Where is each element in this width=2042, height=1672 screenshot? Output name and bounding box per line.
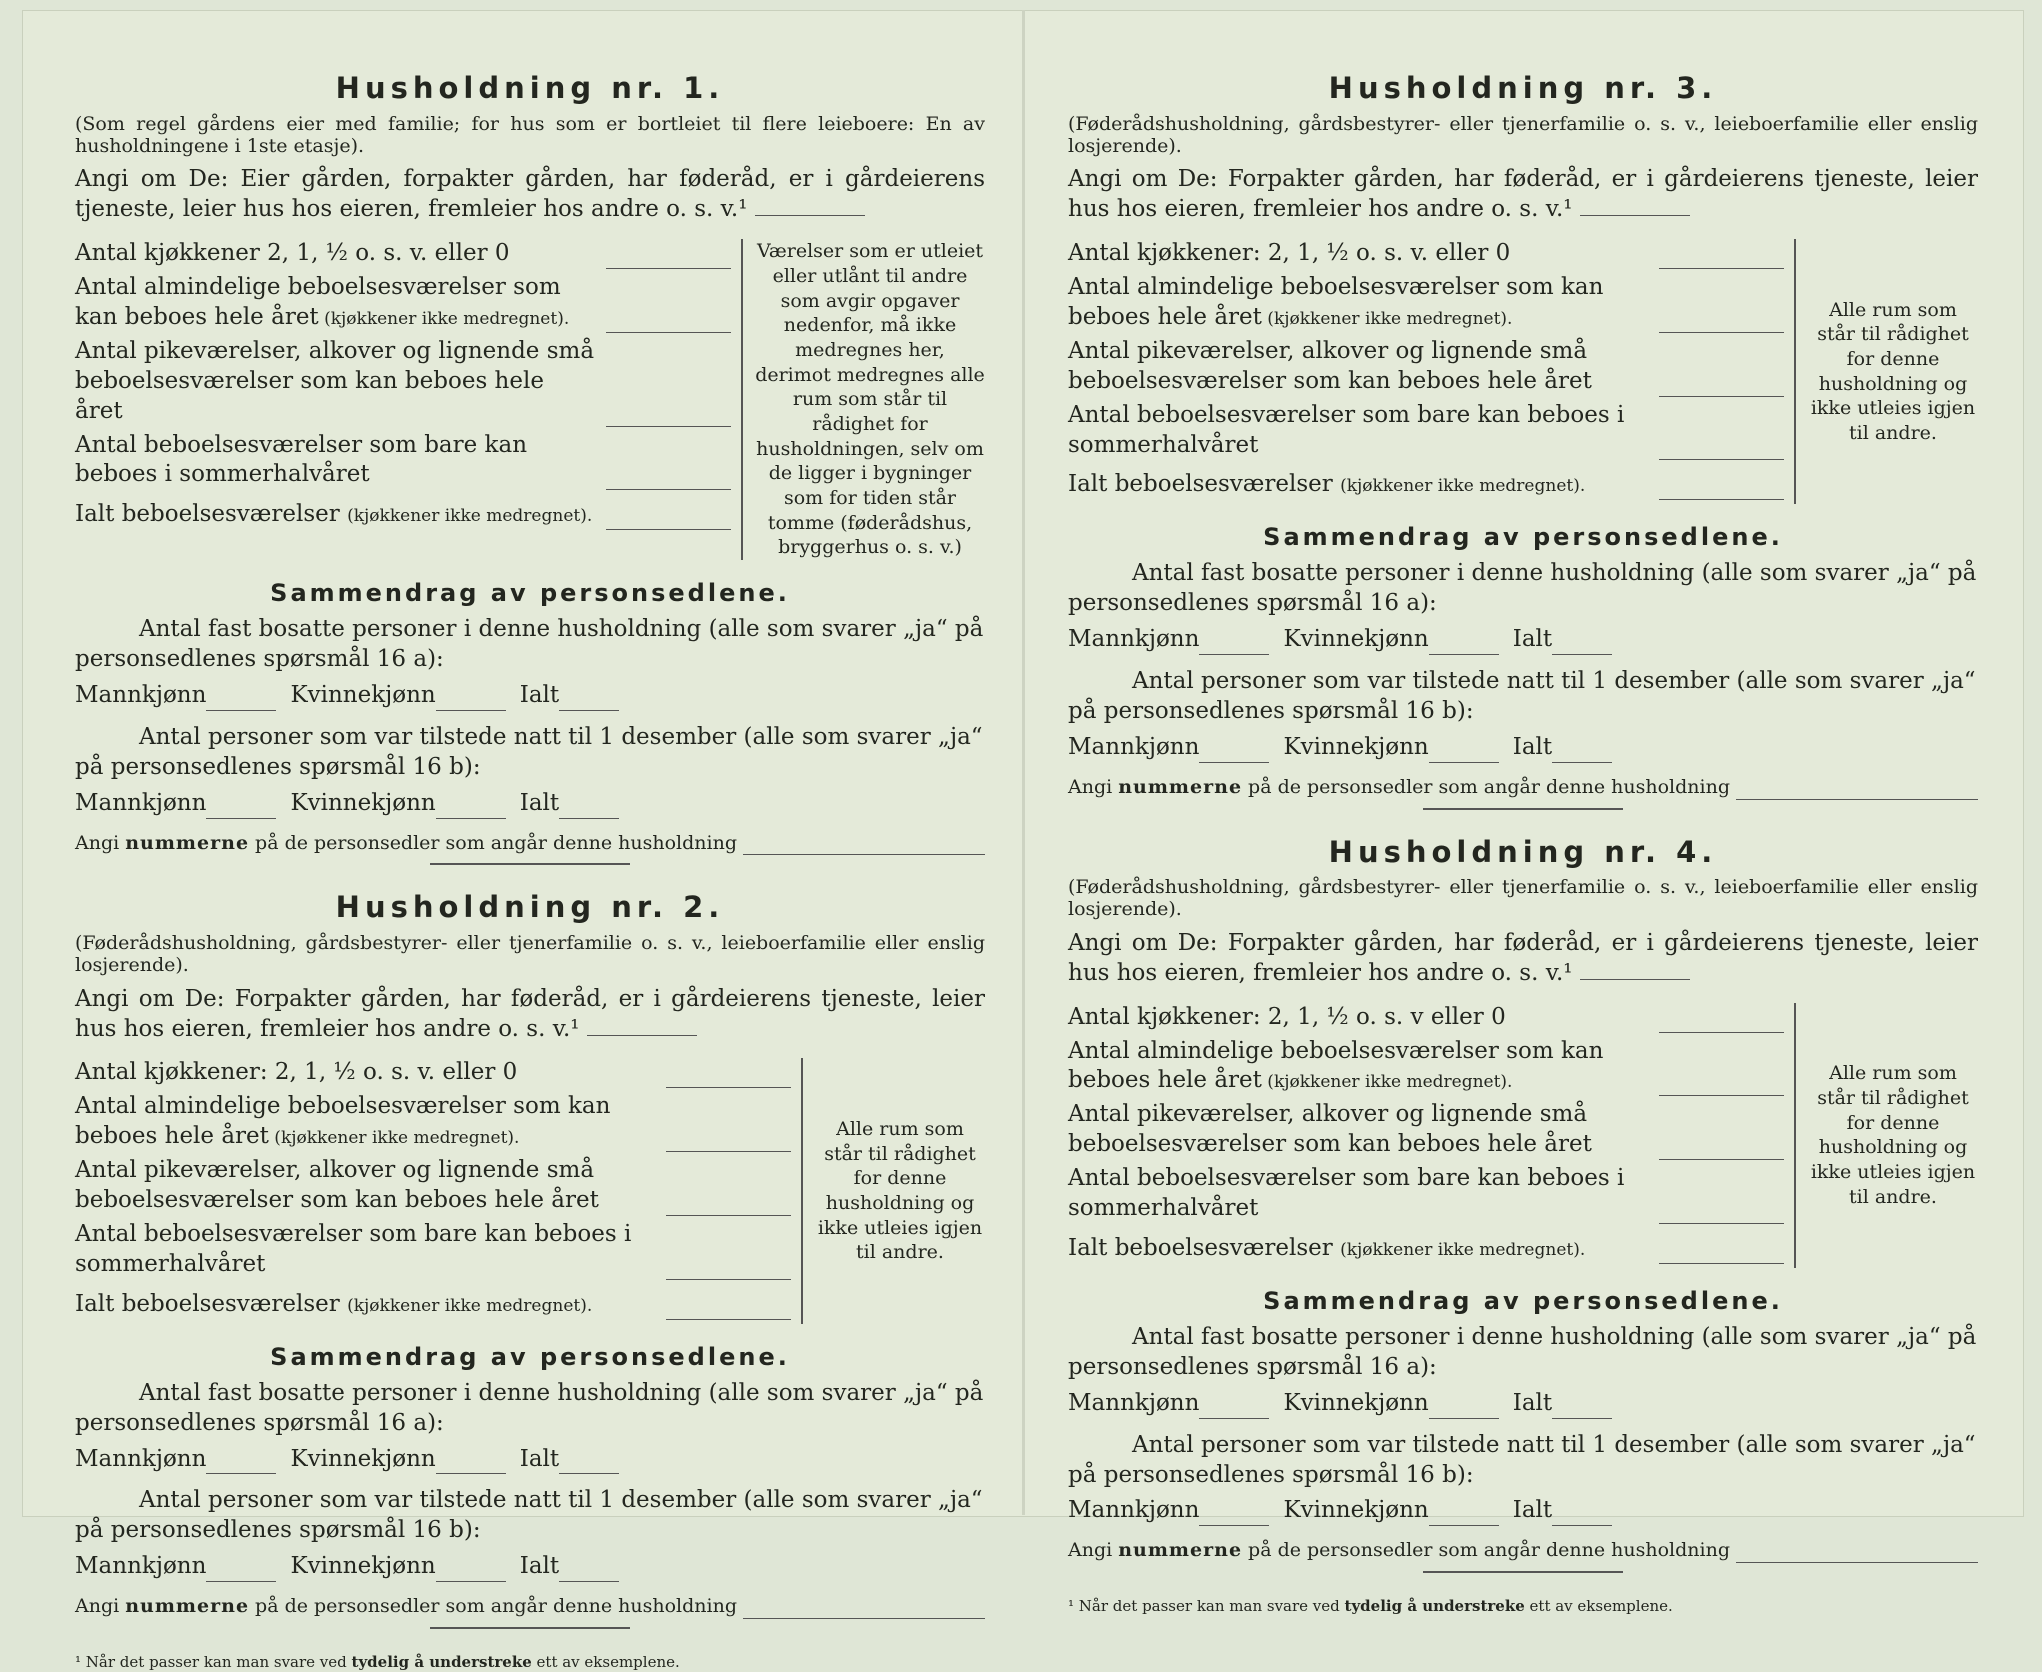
nummerne-line: Angi nummerne på de personsedler som angår denne husholdning <box>1068 775 1978 800</box>
summary-title: Sammendrag av personsedlene. <box>270 579 790 608</box>
household-note: (Føderådshusholdning, gårdsbestyrer- eller tjenerfamilie o. s. v., leieboerfamilie eller enslig losjerende). <box>1068 112 1978 157</box>
male-field[interactable] <box>1199 744 1269 763</box>
footnote <box>75 1653 985 1672</box>
question-ordinary-rooms <box>75 1092 791 1152</box>
footnote-text: ¹ Når det passer kan man svare ved <box>75 1652 352 1671</box>
total-rooms <box>75 500 731 530</box>
summary-b-text: Antal personer som var tilstede natt til 1 desember (alle som svarer „ja“ på personsedlenes spørsmål 16 b): <box>75 723 983 780</box>
total-rooms-label: Ialt beboelsesværelser <box>1068 471 1333 498</box>
total-field[interactable] <box>1552 1400 1612 1419</box>
male-label: Mannkjønn <box>75 1553 207 1580</box>
household-title: Husholdning nr. 4. <box>1328 834 1718 869</box>
side-note: Alle rum som står til rådighet for denne husholdning og ikke utleies igjen til andre. <box>801 1058 985 1323</box>
summary-a-fields <box>1068 625 1978 655</box>
total-rooms-label: Ialt beboelsesværelser <box>1068 1234 1333 1261</box>
total-field[interactable] <box>559 800 619 819</box>
total-label: Ialt <box>519 789 560 816</box>
summary-a-fields <box>1068 1389 1978 1419</box>
female-label: Kvinnekjønn <box>1283 1389 1429 1416</box>
question-text: Antal pikeværelser, alkover og lignende små beboelsesværelser som kan beboes hele året <box>75 1157 599 1214</box>
male-label: Mannkjønn <box>75 789 207 816</box>
male-label: Mannkjønn <box>1068 1389 1200 1416</box>
footnote <box>1068 1597 1978 1617</box>
answer-field[interactable] <box>666 1257 791 1280</box>
household-4 <box>1068 834 1978 1574</box>
nummerne-field[interactable] <box>743 1598 985 1619</box>
total-rooms <box>1068 1234 1784 1264</box>
question-text: Antal almindelige beboelsesværelser som kan beboes hele året <box>1068 1037 1604 1094</box>
rooms-block <box>75 1058 985 1323</box>
right-page <box>1068 70 1978 1617</box>
section-rule <box>430 1627 630 1629</box>
household-note: (Føderådshusholdning, gårdsbestyrer- eller tjenerfamilie o. s. v., leieboerfamilie eller enslig losjerende). <box>75 932 985 976</box>
total-rooms-sub: (kjøkkener ikke medregnet). <box>1340 1239 1586 1260</box>
question-text: Antal pikeværelser, alkover og lignende små beboelsesværelser som kan beboes hele året <box>1068 337 1592 394</box>
female-label: Kvinnekjønn <box>1283 626 1429 653</box>
question-summer-rooms <box>1068 1164 1784 1224</box>
rooms-questions <box>1068 1003 1784 1268</box>
total-label: Ialt <box>1512 626 1553 653</box>
question-ordinary-rooms <box>1068 1037 1784 1097</box>
question-text: Antal kjøkkener 2, 1, ½ o. s. v. eller 0 <box>75 240 510 267</box>
summary-b-text: Antal personer som var tilstede natt til 1 desember (alle som svarer „ja“ på personsedlenes spørsmål 16 b): <box>1068 1431 1976 1488</box>
nummerne-field[interactable] <box>1736 1542 1978 1563</box>
total-field[interactable] <box>1552 636 1612 655</box>
question-small-rooms <box>1068 1100 1784 1160</box>
side-note: Alle rum som står til rådighet for denne husholdning og ikke utleies igjen til andre. <box>1794 239 1978 504</box>
footnote-text-end: ett av eksemplene. <box>531 1652 680 1671</box>
side-note: Værelser som er utleiet eller utlånt til andre som avgir opgaver nedenfor, må ikke medregnes her, derimot medregnes alle rum som står til rådighet for husholdningen, selv om de ligger i bygninger som for tiden står tomme (føderådshus, bryggerhus o. s. v.) <box>741 239 985 560</box>
answer-field[interactable] <box>666 1065 791 1088</box>
household-title: Husholdning nr. 1. <box>335 71 725 105</box>
question-kitchens <box>75 1058 791 1088</box>
household-note: (Føderådshusholdning, gårdsbestyrer- eller tjenerfamilie o. s. v., leieboerfamilie eller enslig losjerende). <box>1068 876 1978 921</box>
male-label: Mannkjønn <box>1068 1497 1200 1524</box>
household-3 <box>1068 70 1978 810</box>
question-summer-rooms <box>75 1220 791 1280</box>
angi-om-de: Angi om De: Forpakter gården, har føderåd, er i gårdeierens tjeneste, leier hus hos eieren, fremleier hos andre o. s. v.¹ <box>75 985 985 1042</box>
female-label: Kvinnekjønn <box>290 1445 436 1472</box>
answer-field[interactable] <box>606 404 731 427</box>
rooms-block <box>1068 239 1978 504</box>
question-ordinary-rooms <box>75 273 731 333</box>
total-rooms-sub: (kjøkkener ikke medregnet). <box>347 1295 593 1316</box>
question-small-rooms <box>1068 337 1784 397</box>
total-rooms-sub: (kjøkkener ikke medregnet). <box>1340 476 1586 497</box>
angi-answer-line[interactable] <box>1580 215 1690 216</box>
summary-a-text: Antal fast bosatte personer i denne husholdning (alle som svarer „ja“ på personsedlenes spørsmål 16 a): <box>75 616 984 673</box>
male-field[interactable] <box>206 1455 276 1474</box>
question-text: Antal almindelige beboelsesværelser som kan beboes hele året <box>75 1093 611 1150</box>
answer-field[interactable] <box>666 1129 791 1152</box>
question-text: Antal beboelsesværelser som bare kan beboes i sommerhalvåret <box>75 1220 632 1277</box>
left-page <box>75 70 985 1672</box>
total-label: Ialt <box>519 682 560 709</box>
nummerne-field[interactable] <box>1736 779 1978 800</box>
answer-field[interactable] <box>1659 437 1784 460</box>
rooms-questions <box>75 1058 791 1323</box>
summary-a-fields <box>75 681 985 711</box>
question-text: Antal kjøkkener: 2, 1, ½ o. s. v. eller 0 <box>75 1059 518 1086</box>
total-field[interactable] <box>559 1455 619 1474</box>
question-summer-rooms <box>75 431 731 491</box>
male-label: Mannkjønn <box>75 682 207 709</box>
answer-field[interactable] <box>1659 310 1784 333</box>
question-kitchens <box>75 239 731 269</box>
section-rule <box>1423 808 1623 810</box>
female-field[interactable] <box>436 1563 506 1582</box>
total-label: Ialt <box>519 1553 560 1580</box>
summary-title: Sammendrag av personsedlene. <box>1263 1286 1783 1315</box>
summary-b-fields <box>1068 733 1978 763</box>
answer-field[interactable] <box>606 246 731 269</box>
female-field[interactable] <box>1429 1400 1499 1419</box>
question-summer-rooms <box>1068 401 1784 461</box>
summary-a-text: Antal fast bosatte personer i denne husholdning (alle som svarer „ja“ på personsedlenes spørsmål 16 a): <box>75 1379 984 1436</box>
male-label: Mannkjønn <box>75 1445 207 1472</box>
male-field[interactable] <box>1199 636 1269 655</box>
summary-a-text: Antal fast bosatte personer i denne husholdning (alle som svarer „ja“ på personsedlenes spørsmål 16 a): <box>1068 1323 1977 1380</box>
female-field[interactable] <box>436 1455 506 1474</box>
female-label: Kvinnekjønn <box>1283 733 1429 760</box>
question-ordinary-rooms <box>1068 273 1784 333</box>
answer-field[interactable] <box>1659 246 1784 269</box>
question-subtext: (kjøkkener ikke medregnet). <box>1261 308 1513 329</box>
male-field[interactable] <box>206 1563 276 1582</box>
total-field[interactable] <box>559 1563 619 1582</box>
answer-field[interactable] <box>1659 374 1784 397</box>
answer-field[interactable] <box>1659 1201 1784 1224</box>
page-fold <box>1022 10 1025 1515</box>
household-note: (Som regel gårdens eier med familie; for hus som er bortleiet til flere leieboere: En av husholdningene i 1ste etasje). <box>75 112 985 157</box>
summary-a-text: Antal fast bosatte personer i denne husholdning (alle som svarer „ja“ på personsedlenes spørsmål 16 a): <box>1068 560 1977 617</box>
footnote-bold: tydelig å understreke <box>1344 1597 1525 1615</box>
answer-field[interactable] <box>1659 1137 1784 1160</box>
total-rooms-label: Ialt beboelsesværelser <box>75 1290 340 1317</box>
question-subtext: (kjøkkener ikke medregnet). <box>268 1128 520 1149</box>
footnote-text: ¹ Når det passer kan man svare ved <box>1068 1597 1345 1615</box>
question-subtext: (kjøkkener ikke medregnet). <box>1261 1072 1513 1093</box>
male-label: Mannkjønn <box>1068 626 1200 653</box>
rooms-questions <box>1068 239 1784 504</box>
footnote-text-end: ett av eksemplene. <box>1524 1597 1673 1615</box>
question-text: Antal almindelige beboelsesværelser som kan beboes hele året <box>75 274 561 330</box>
summary-a-fields <box>75 1445 985 1475</box>
question-text: Antal beboelsesværelser som bare kan beboes i sommerhalvåret <box>75 431 528 488</box>
total-field[interactable] <box>1552 744 1612 763</box>
female-field[interactable] <box>436 800 506 819</box>
angi-answer-line[interactable] <box>587 1035 697 1036</box>
angi-om-de: Angi om De: Forpakter gården, har føderåd, er i gårdeierens tjeneste, leier hus hos eieren, fremleier hos andre o. s. v.¹ <box>1068 929 1978 986</box>
summary-b-text: Antal personer som var tilstede natt til 1 desember (alle som svarer „ja“ på personsedlenes spørsmål 16 b): <box>1068 668 1976 725</box>
female-field[interactable] <box>1429 744 1499 763</box>
nummerne-line: Angi nummerne på de personsedler som angår denne husholdning <box>75 831 985 856</box>
question-text: Antal kjøkkener: 2, 1, ½ o. s. v. eller 0 <box>1068 240 1511 267</box>
answer-field[interactable] <box>666 1193 791 1216</box>
answer-field[interactable] <box>1659 1073 1784 1096</box>
household-1 <box>75 70 985 865</box>
female-label: Kvinnekjønn <box>290 789 436 816</box>
answer-field[interactable] <box>606 507 731 530</box>
summary-title: Sammendrag av personsedlene. <box>1263 523 1783 552</box>
household-2 <box>75 889 985 1629</box>
question-kitchens <box>1068 239 1784 269</box>
angi-answer-line[interactable] <box>1580 979 1690 980</box>
household-title: Husholdning nr. 2. <box>335 890 725 925</box>
male-field[interactable] <box>206 800 276 819</box>
total-rooms-sub: (kjøkkener ikke medregnet). <box>347 506 593 527</box>
total-rooms <box>1068 470 1784 500</box>
male-field[interactable] <box>206 692 276 711</box>
answer-field[interactable] <box>606 467 731 490</box>
nummerne-line: Angi nummerne på de personsedler som angår denne husholdning <box>75 1594 985 1619</box>
female-label: Kvinnekjønn <box>1283 1497 1429 1524</box>
answer-field[interactable] <box>606 310 731 333</box>
total-rooms <box>75 1290 791 1320</box>
angi-answer-line[interactable] <box>755 215 865 216</box>
summary-title: Sammendrag av personsedlene. <box>270 1342 790 1371</box>
question-text: Antal pikeværelser, alkover og lignende små beboelsesværelser som kan beboes hele året <box>1068 1101 1592 1158</box>
section-rule <box>430 863 630 865</box>
summary-b-text: Antal personer som var tilstede natt til 1 desember (alle som svarer „ja“ på personsedlenes spørsmål 16 b): <box>75 1487 983 1544</box>
male-field[interactable] <box>1199 1507 1269 1526</box>
rooms-block <box>1068 1003 1978 1268</box>
answer-field[interactable] <box>666 1297 791 1320</box>
summary-b-fields <box>1068 1496 1978 1526</box>
question-subtext: (kjøkkener ikke medregnet). <box>318 308 570 329</box>
question-text: Antal almindelige beboelsesværelser som kan beboes hele året <box>1068 274 1604 330</box>
total-label: Ialt <box>519 1445 560 1472</box>
rooms-block <box>75 239 985 560</box>
summary-b-fields <box>75 1552 985 1582</box>
nummerne-field[interactable] <box>743 834 985 855</box>
female-label: Kvinnekjønn <box>290 682 436 709</box>
question-small-rooms <box>75 337 731 427</box>
total-label: Ialt <box>1512 1497 1553 1524</box>
female-field[interactable] <box>1429 636 1499 655</box>
total-rooms-label: Ialt beboelsesværelser <box>75 501 340 528</box>
total-label: Ialt <box>1512 733 1553 760</box>
angi-om-de: Angi om De: Forpakter gården, har føderåd, er i gårdeierens tjeneste, leier hus hos eieren, fremleier hos andre o. s. v.¹ <box>1068 166 1978 223</box>
nummerne-line: Angi nummerne på de personsedler som angår denne husholdning <box>1068 1538 1978 1563</box>
female-field[interactable] <box>1429 1507 1499 1526</box>
question-text: Antal beboelsesværelser som bare kan beboes i sommerhalvåret <box>1068 1165 1625 1221</box>
rooms-questions <box>75 239 731 560</box>
female-label: Kvinnekjønn <box>290 1553 436 1580</box>
summary-b-fields <box>75 789 985 819</box>
total-label: Ialt <box>1512 1389 1553 1416</box>
footnote-bold: tydelig å understreke <box>351 1652 532 1671</box>
section-rule <box>1423 1571 1623 1573</box>
answer-field[interactable] <box>1659 1241 1784 1264</box>
answer-field[interactable] <box>1659 477 1784 500</box>
side-note: Alle rum som står til rådighet for denne husholdning og ikke utleies igjen til andre. <box>1794 1003 1978 1268</box>
angi-om-de: Angi om De: Eier gården, forpakter gården, har føderåd, er i gårdeierens tjeneste, leier hus hos eieren, fremleier hos andre o. s. v.¹ <box>75 166 985 223</box>
male-field[interactable] <box>1199 1400 1269 1419</box>
male-label: Mannkjønn <box>1068 733 1200 760</box>
female-field[interactable] <box>436 692 506 711</box>
total-field[interactable] <box>559 692 619 711</box>
total-field[interactable] <box>1552 1507 1612 1526</box>
question-text: Antal beboelsesværelser som bare kan beboes i sommerhalvåret <box>1068 401 1625 458</box>
question-small-rooms <box>75 1156 791 1216</box>
question-text: Antal pikeværelser, alkover og lignende små beboelsesværelser som kan beboes hele året <box>75 337 595 424</box>
question-kitchens <box>1068 1003 1784 1033</box>
household-title: Husholdning nr. 3. <box>1328 71 1718 105</box>
answer-field[interactable] <box>1659 1010 1784 1033</box>
question-text: Antal kjøkkener: 2, 1, ½ o. s. v eller 0 <box>1068 1003 1506 1030</box>
